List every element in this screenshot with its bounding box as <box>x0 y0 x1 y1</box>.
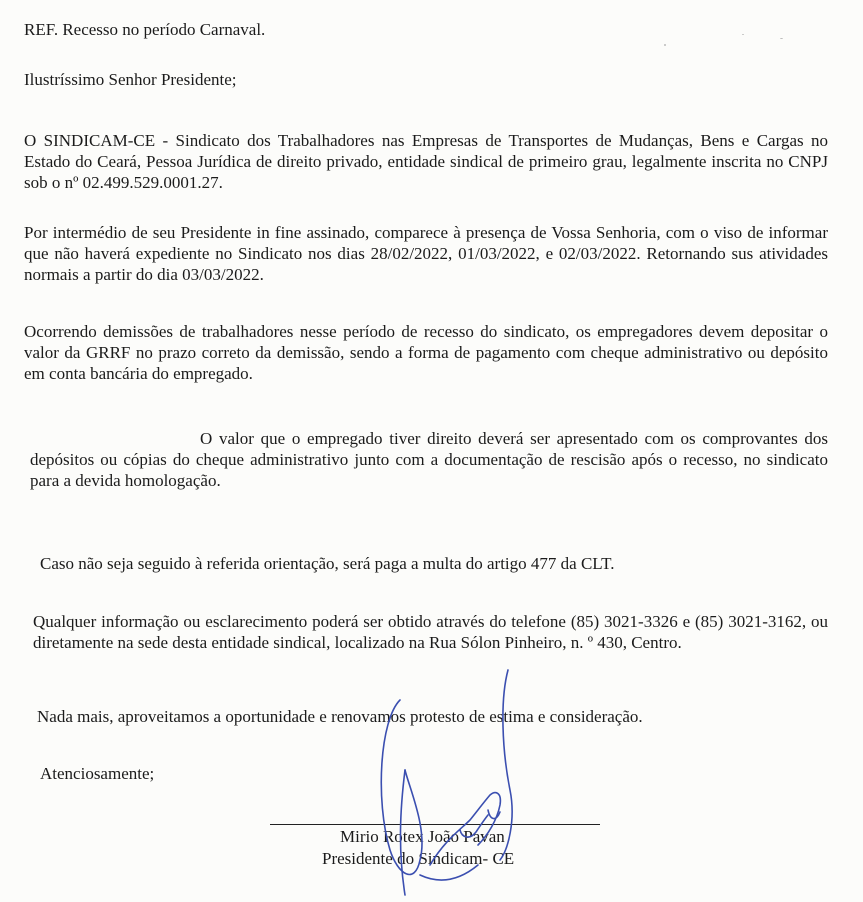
paragraph-identification: O SINDICAM-CE - Sindicato dos Trabalhadores nas Empresas de Transportes de Mudanças, Bens e Cargas no Estado do Ceará, Pessoa Jurídica de direito privado, entidade sindical de primeiro grau, legalmente inscrita no CNPJ sob o nº 02.499.529.0001.27. <box>24 131 828 192</box>
salutation: Ilustríssimo Senhor Presidente; <box>24 70 237 89</box>
paragraph-penalty: Caso não seja seguido à referida orientação, será paga a multa do artigo 477 da CLT. <box>40 554 615 573</box>
scan-speck <box>664 44 666 46</box>
scan-speck <box>780 38 783 39</box>
reference-line: REF. Recesso no período Carnaval. <box>24 20 266 39</box>
closing-greeting: Atenciosamente; <box>40 764 155 783</box>
scan-speck <box>742 34 744 35</box>
signer-title: Presidente do Sindicam- CE <box>322 849 515 868</box>
paragraph-contact: Qualquer informação ou esclarecimento poderá ser obtido através do telefone (85) 3021-3326 e (85) 3021-3162, ou diretamente na sede desta entidade sindical, localizado na Rua Sólon Pinheiro, n. º 430, Centro. <box>33 612 828 652</box>
paragraph-closing-remarks: Nada mais, aproveitamos a oportunidade e renovamos protesto de estima e consideração. <box>37 707 643 726</box>
paragraph-dismissals: Ocorrendo demissões de trabalhadores nesse período de recesso do sindicato, os empregadores devem depositar o valor da GRRF no prazo correto da demissão, sendo a forma de pagamento com cheque administrativo ou depósito em conta bancária do empregado. <box>24 322 828 383</box>
paragraph-documentation: O valor que o empregado tiver direito deverá ser apresentado com os comprovantes dos depósitos ou cópias do cheque administrativo junto com a documentação de rescisão após o recesso, no sindicato para a devida homologação. <box>30 429 828 490</box>
handwritten-signature <box>360 660 550 900</box>
paragraph-notice-dates: Por intermédio de seu Presidente in fine assinado, comparece à presença de Vossa Senhoria, com o viso de informar que não haverá expediente no Sindicato nos dias 28/02/2022, 01/03/2022, e 02/03/2022. Retornando sus atividades normais a partir do dia 03/03/2022. <box>24 223 828 284</box>
signer-name: Mirio Rotex João Pavan <box>340 827 505 846</box>
